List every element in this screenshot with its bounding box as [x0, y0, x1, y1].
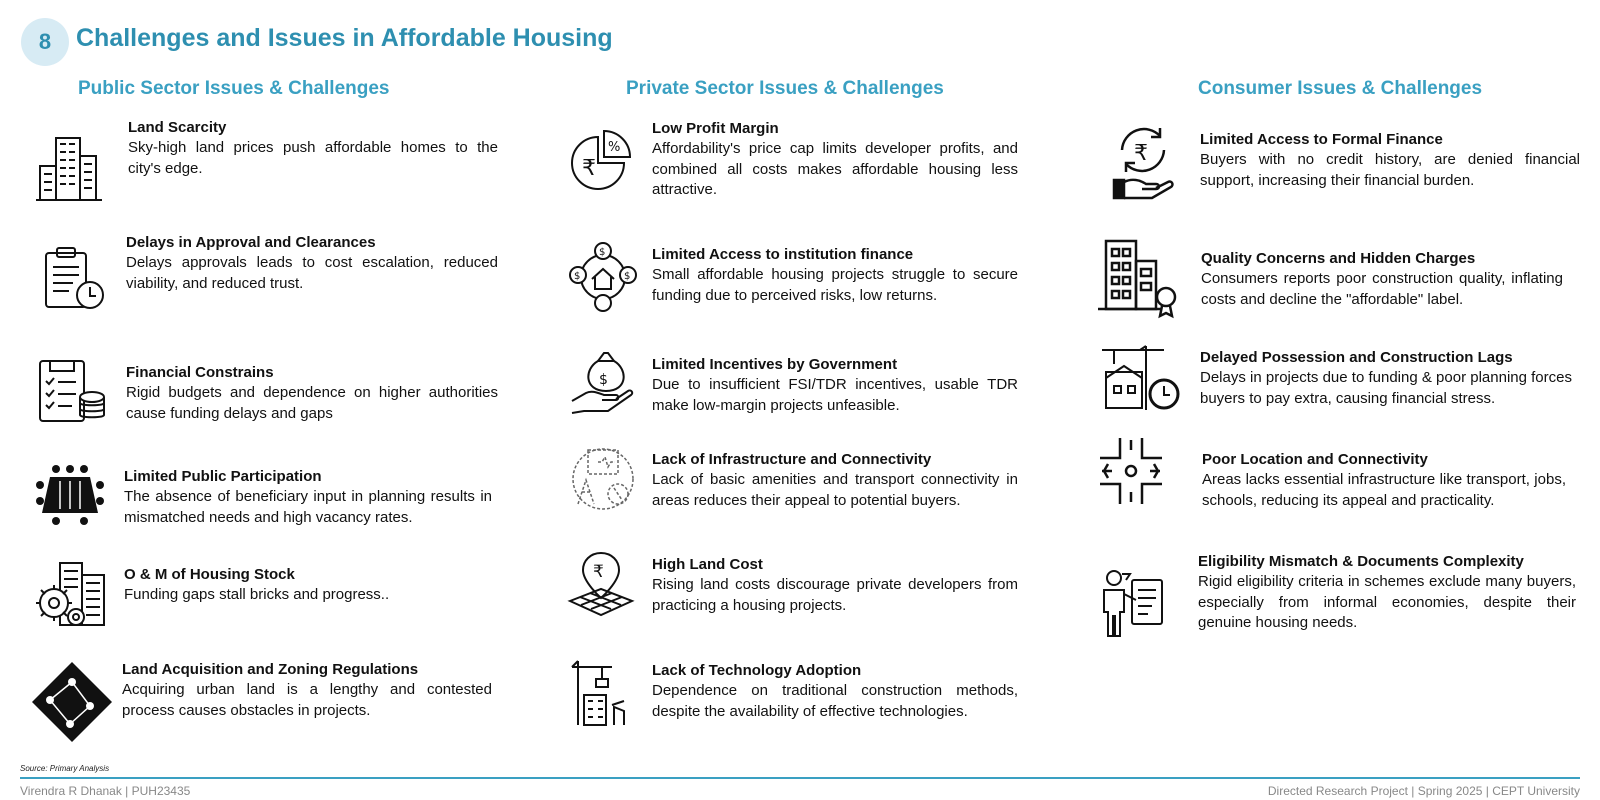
item-title: Lack of Infrastructure and Connectivity: [652, 451, 932, 468]
item-title: High Land Cost: [652, 556, 763, 573]
item-description: Rigid budgets and dependence on higher authorities cause funding delays and gaps: [126, 384, 498, 422]
item-title: O & M of Housing Stock: [124, 566, 295, 583]
item-description: Consumers reports poor construction quality, inflating costs and decline the "affordable" label.: [1201, 270, 1563, 308]
item-description: Areas lacks essential infrastructure like transport, jobs, schools, reducing its appeal and practicality.: [1202, 471, 1566, 509]
item-description: Delays approvals leads to cost escalation, reduced viability, and reduced trust.: [126, 254, 498, 292]
svg-text:$: $: [599, 372, 608, 388]
svg-text:$: $: [599, 247, 606, 258]
building-badge-icon: [1096, 237, 1182, 321]
item-description: Rigid eligibility criteria in schemes exclude many buyers, especially from informal economies, despite their genuine housing needs.: [1198, 573, 1576, 631]
item-description: Dependence on traditional construction methods, despite the availability of effective technologies.: [652, 682, 1018, 720]
svg-text:$: $: [624, 271, 631, 282]
item-description: Funding gaps stall bricks and progress..: [124, 586, 390, 603]
item-title: Limited Access to Formal Finance: [1200, 131, 1443, 148]
checklist-coins-icon: [36, 357, 108, 427]
column-heading-consumer: Consumer Issues & Challenges: [1198, 78, 1483, 99]
item-description: Affordability's price cap limits developer profits, and combined all costs makes affordable housing less attractive.: [652, 140, 1018, 198]
infrastructure-icon: [568, 444, 638, 514]
item-description: Rising land costs discourage private developers from practicing a housing projects.: [652, 576, 1018, 614]
footer-author: Virendra R Dhanak | PUH23435: [20, 784, 191, 798]
item-description: Sky-high land prices push affordable homes to the city's edge.: [128, 139, 498, 177]
slide-number-badge: 8: [21, 18, 69, 66]
item-description: Delays in projects due to funding & poor planning forces buyers to pay extra, causing financial stress.: [1200, 369, 1572, 407]
svg-text:₹: ₹: [582, 156, 596, 181]
money-bag-hand-icon: [568, 349, 638, 417]
building-gears-icon: [30, 559, 110, 631]
intersection-icon: [1098, 436, 1164, 506]
item-description: Lack of basic amenities and transport connectivity in areas reduces their appeal to potential buyers.: [652, 471, 1018, 509]
svg-text:₹: ₹: [1134, 141, 1148, 166]
svg-text:₹: ₹: [593, 562, 604, 582]
item-title: Limited Public Participation: [124, 468, 322, 485]
item-title: Delays in Approval and Clearances: [126, 234, 376, 251]
item-description: Buyers with no credit history, are denied financial support, increasing their financial burden.: [1200, 151, 1580, 189]
item-title: Land Scarcity: [128, 119, 227, 136]
item-title: Financial Constrains: [126, 364, 274, 381]
crane-house-clock-icon: [1100, 342, 1180, 412]
item-title: Quality Concerns and Hidden Charges: [1201, 250, 1476, 267]
item-title: Low Profit Margin: [652, 120, 779, 137]
item-description: The absence of beneficiary input in planning results in mismatched needs and high vacancy rates.: [124, 488, 492, 526]
rupee-cycle-hand-icon: [1110, 118, 1176, 202]
item-title: Lack of Technology Adoption: [652, 662, 862, 679]
item-title: Eligibility Mismatch & Documents Complexity: [1198, 553, 1524, 570]
city-buildings-icon: [36, 134, 102, 204]
construction-crane-icon: [568, 655, 628, 727]
rupee-location-land-icon: [566, 549, 636, 619]
item-description: Due to insufficient FSI/TDR incentives, usable TDR make low-margin projects unfeasible.: [652, 376, 1018, 414]
house-money-network-icon: [568, 241, 638, 313]
item-title: Limited Access to institution finance: [652, 246, 914, 263]
item-description: Small affordable housing projects struggle to secure funding due to perceived risks, low returns.: [652, 266, 1018, 304]
item-title: Limited Incentives by Government: [652, 356, 898, 373]
item-title: Poor Location and Connectivity: [1202, 451, 1428, 468]
clipboard-clock-icon: [42, 245, 106, 311]
svg-text:$: $: [574, 271, 581, 282]
item-description: Acquiring urban land is a lengthy and contested process causes obstacles in projects.: [122, 681, 492, 719]
rupee-pie-icon: [568, 127, 634, 193]
svg-text:%: %: [608, 140, 621, 155]
meeting-table-icon: [30, 461, 110, 527]
item-title: Land Acquisition and Zoning Regulations: [122, 661, 419, 678]
person-document-icon: [1096, 566, 1166, 638]
footer-project: Directed Research Project | Spring 2025 | CEPT University: [1267, 784, 1580, 798]
column-heading-private: Private Sector Issues & Challenges: [626, 78, 944, 99]
zoning-map-icon: [30, 660, 114, 744]
column-heading-public: Public Sector Issues & Challenges: [78, 78, 390, 99]
footer-divider: [20, 777, 1580, 779]
page-title: Challenges and Issues in Affordable Housing: [76, 24, 613, 52]
source-note: Source: Primary Analysis: [20, 764, 110, 773]
item-title: Delayed Possession and Construction Lags: [1200, 349, 1513, 366]
